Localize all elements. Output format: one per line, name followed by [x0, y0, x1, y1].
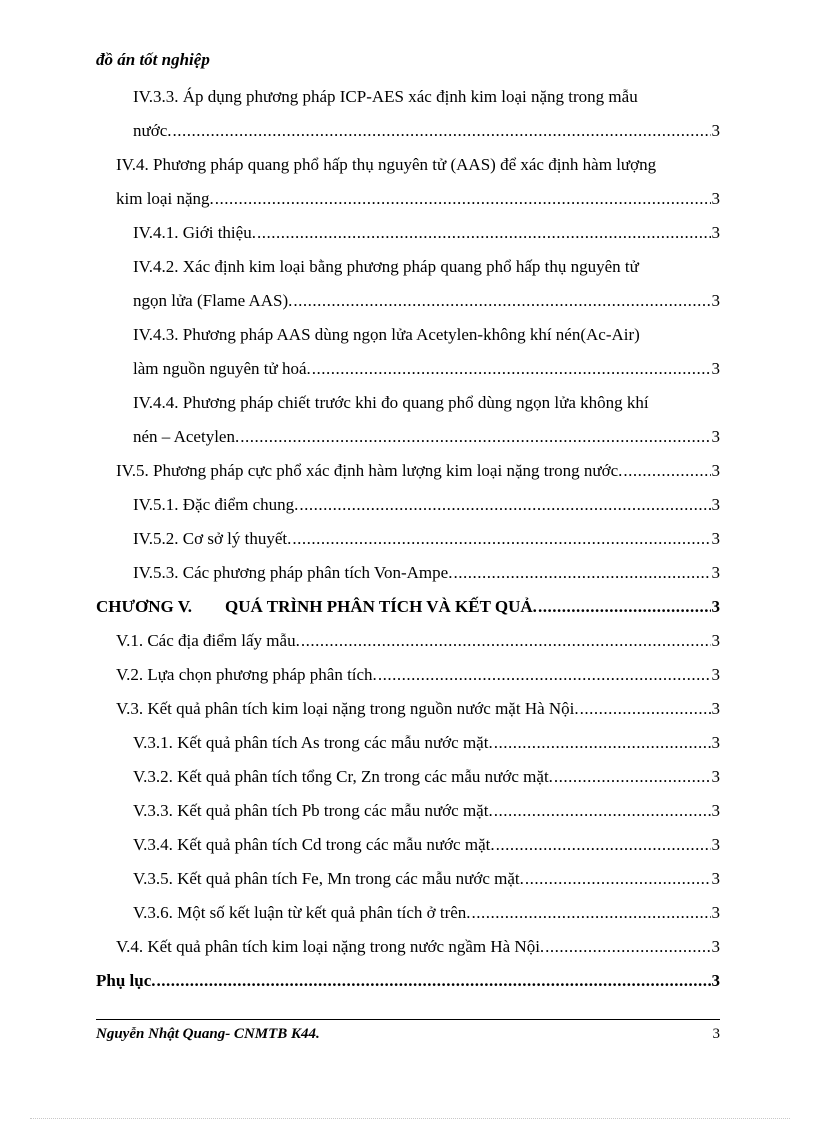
toc-entry-text: nước. — [133, 121, 172, 140]
toc-entry[interactable] — [96, 522, 720, 556]
toc-entry-line — [133, 114, 720, 148]
toc-page-number: 3 — [711, 733, 720, 752]
toc-entry[interactable] — [96, 80, 720, 148]
toc-dot-leader — [494, 726, 711, 760]
toc-entry[interactable] — [96, 896, 720, 930]
toc-entry-text: nén – Acetylen. — [133, 427, 240, 446]
toc-entry-text: V.4. Kết quả phân tích kim loại nặng trong nước ngầm Hà Nội. — [116, 937, 545, 956]
toc-entry-line — [133, 386, 720, 420]
toc-entry[interactable] — [96, 488, 720, 522]
toc-dot-leader — [472, 896, 711, 930]
toc-entry-line — [116, 658, 720, 692]
toc-entry[interactable] — [96, 386, 720, 454]
toc-entry-line — [133, 420, 720, 454]
toc-entry-line — [116, 182, 720, 216]
toc-page-number: 3 — [711, 461, 720, 480]
toc-entry-text: ngọn lửa (Flame AAS). — [133, 291, 293, 310]
toc-dot-leader — [545, 930, 710, 964]
toc-entry[interactable] — [96, 692, 720, 726]
toc-dot-leader — [525, 862, 711, 896]
toc-entry-text: V.2. Lựa chọn phương pháp phân tích. — [116, 665, 377, 684]
toc-entry[interactable] — [96, 148, 720, 216]
toc-page-number: 3 — [711, 699, 720, 718]
running-header: đồ án tốt nghiệp — [96, 50, 210, 69]
toc-dot-leader — [554, 760, 711, 794]
toc-page-number: 3 — [711, 189, 720, 208]
toc-page-number: 3 — [711, 597, 720, 616]
toc-entry-line — [133, 284, 720, 318]
toc-entry[interactable] — [96, 828, 720, 862]
toc-entry[interactable] — [96, 216, 720, 250]
toc-entry-line — [96, 590, 720, 624]
toc-entry-line — [133, 80, 720, 114]
toc-page-number: 3 — [711, 835, 720, 854]
toc-entry-text: V.1. Các địa điểm lấy mẫu. — [116, 631, 300, 650]
toc-entry-line — [133, 726, 720, 760]
toc-page-number: 3 — [711, 223, 720, 242]
toc-entry-line — [133, 352, 720, 386]
toc-entry-text: IV.4.1. Giới thiệu. — [133, 223, 256, 242]
toc-entry-text: IV.4.4. Phương pháp chiết trước khi đo quang phổ dùng ngọn lửa không khí — [133, 393, 649, 412]
toc-page-number: 3 — [711, 971, 720, 990]
footer-author: Nguyễn Nhật Quang- CNMTB K44. — [96, 1026, 320, 1042]
footer-page-number: 3 — [712, 1026, 720, 1042]
toc-entry-line — [116, 930, 720, 964]
toc-entry-line — [96, 964, 720, 998]
toc-entry[interactable] — [96, 794, 720, 828]
toc-page-number: 3 — [711, 869, 720, 888]
toc-entry[interactable] — [96, 624, 720, 658]
toc-dot-leader — [292, 522, 710, 556]
toc-page-number: 3 — [711, 937, 720, 956]
toc-entry-text: kim loại nặng. — [116, 189, 214, 208]
toc-entry-line — [133, 318, 720, 352]
toc-dot-leader — [157, 964, 711, 998]
toc-entry-line — [116, 454, 720, 488]
toc-dot-leader — [453, 556, 710, 590]
toc-entry[interactable] — [96, 318, 720, 386]
toc-dot-leader — [299, 488, 710, 522]
toc-entry-text: IV.4. Phương pháp quang phổ hấp thụ nguyên tử (AAS) để xác định hàm lượng — [116, 155, 657, 174]
toc-dot-leader — [215, 182, 711, 216]
toc-entry-line — [133, 522, 720, 556]
toc-entry-text: V.3.5. Kết quả phân tích Fe, Mn trong các mẫu nước mặt. — [133, 869, 524, 888]
toc-page-number: 3 — [711, 563, 720, 582]
toc-entry-text: V.3.2. Kết quả phân tích tổng Cr, Zn trong các mẫu nước mặt. — [133, 767, 553, 786]
toc-dot-leader — [378, 658, 711, 692]
toc-entry[interactable] — [96, 964, 720, 998]
toc-entry-line — [133, 896, 720, 930]
toc-dot-leader — [293, 284, 710, 318]
toc-entry-text: V.3.6. Một số kết luận từ kết quả phân tích ở trên. — [133, 903, 471, 922]
toc-entry-line — [133, 216, 720, 250]
toc-entry-text: IV.3.3. Áp dụng phương pháp ICP-AES xác định kim loại nặng trong mẫu — [133, 87, 638, 106]
toc-entry-line — [133, 250, 720, 284]
toc-entry[interactable] — [96, 862, 720, 896]
toc-entry[interactable] — [96, 556, 720, 590]
toc-page-number: 3 — [711, 291, 720, 310]
toc-dot-leader — [257, 216, 711, 250]
toc-entry-text: làm nguồn nguyên tử hoá. — [133, 359, 311, 378]
footer-divider — [96, 1019, 720, 1020]
toc-page-number: 3 — [711, 903, 720, 922]
toc-entry-line — [133, 794, 720, 828]
toc-page-number: 3 — [711, 529, 720, 548]
toc-entry-text: Phụ lục. — [96, 971, 156, 990]
toc-dot-leader — [173, 114, 711, 148]
toc-dot-leader — [301, 624, 711, 658]
toc-entry-line — [116, 148, 720, 182]
toc-dot-leader — [580, 692, 711, 726]
toc-entry-text: V.3.3. Kết quả phân tích Pb trong các mẫu nước mặt. — [133, 801, 493, 820]
toc-entry-text: IV.5.1. Đặc điểm chung. — [133, 495, 299, 514]
toc-entry-text: IV.5. Phương pháp cực phổ xác định hàm lượng kim loại nặng trong nước. — [116, 461, 623, 480]
toc-entry-line — [133, 760, 720, 794]
toc-page-number: 3 — [711, 427, 720, 446]
toc-entry-line — [133, 488, 720, 522]
toc-entry-text: V.3.1. Kết quả phân tích As trong các mẫu nước mặt. — [133, 733, 493, 752]
toc-entry[interactable] — [96, 250, 720, 318]
toc-entry[interactable] — [96, 760, 720, 794]
toc-entry-line — [133, 828, 720, 862]
toc-entry-text: IV.4.3. Phương pháp AAS dùng ngọn lửa Acetylen-không khí nén(Ac-Air) — [133, 325, 640, 344]
toc-page-number: 3 — [711, 359, 720, 378]
toc-dot-leader — [312, 352, 711, 386]
toc-dot-leader — [623, 454, 710, 488]
toc-page-number: 3 — [711, 631, 720, 650]
toc-dot-leader — [240, 420, 710, 454]
toc-entry[interactable] — [96, 658, 720, 692]
toc-entry-line — [133, 556, 720, 590]
toc-entry[interactable] — [96, 726, 720, 760]
toc-page-number: 3 — [711, 801, 720, 820]
toc-page-number: 3 — [711, 121, 720, 140]
toc-entry[interactable] — [96, 454, 720, 488]
page-footer — [96, 1026, 720, 1043]
toc-entry-text: QUÁ TRÌNH PHÂN TÍCH VÀ KẾT QUẢ. — [225, 597, 537, 616]
toc-dot-leader — [496, 828, 711, 862]
toc-entry-line — [116, 624, 720, 658]
toc-entry[interactable] — [96, 590, 720, 624]
toc-dot-leader — [538, 590, 711, 624]
toc-entry-text: IV.5.3. Các phương pháp phân tích Von-Ampe. — [133, 563, 453, 582]
toc-entry-text: V.3. Kết quả phân tích kim loại nặng trong nguồn nước mặt Hà Nội. — [116, 699, 579, 718]
toc-entry-line — [133, 862, 720, 896]
table-of-contents — [96, 80, 720, 998]
page-bottom-dotted-rule — [30, 1118, 790, 1119]
toc-entry-text: IV.5.2. Cơ sở lý thuyết. — [133, 529, 292, 548]
toc-dot-leader — [494, 794, 711, 828]
toc-page-number: 3 — [711, 665, 720, 684]
toc-chapter-label: CHƯƠNG V. — [96, 597, 193, 616]
toc-entry-text: IV.4.2. Xác định kim loại bằng phương pháp quang phổ hấp thụ nguyên tử — [133, 257, 639, 276]
toc-page-number: 3 — [711, 767, 720, 786]
toc-entry[interactable] — [96, 930, 720, 964]
toc-entry-line — [116, 692, 720, 726]
toc-page-number: 3 — [711, 495, 720, 514]
toc-entry-text: V.3.4. Kết quả phân tích Cd trong các mẫu nước mặt. — [133, 835, 495, 854]
